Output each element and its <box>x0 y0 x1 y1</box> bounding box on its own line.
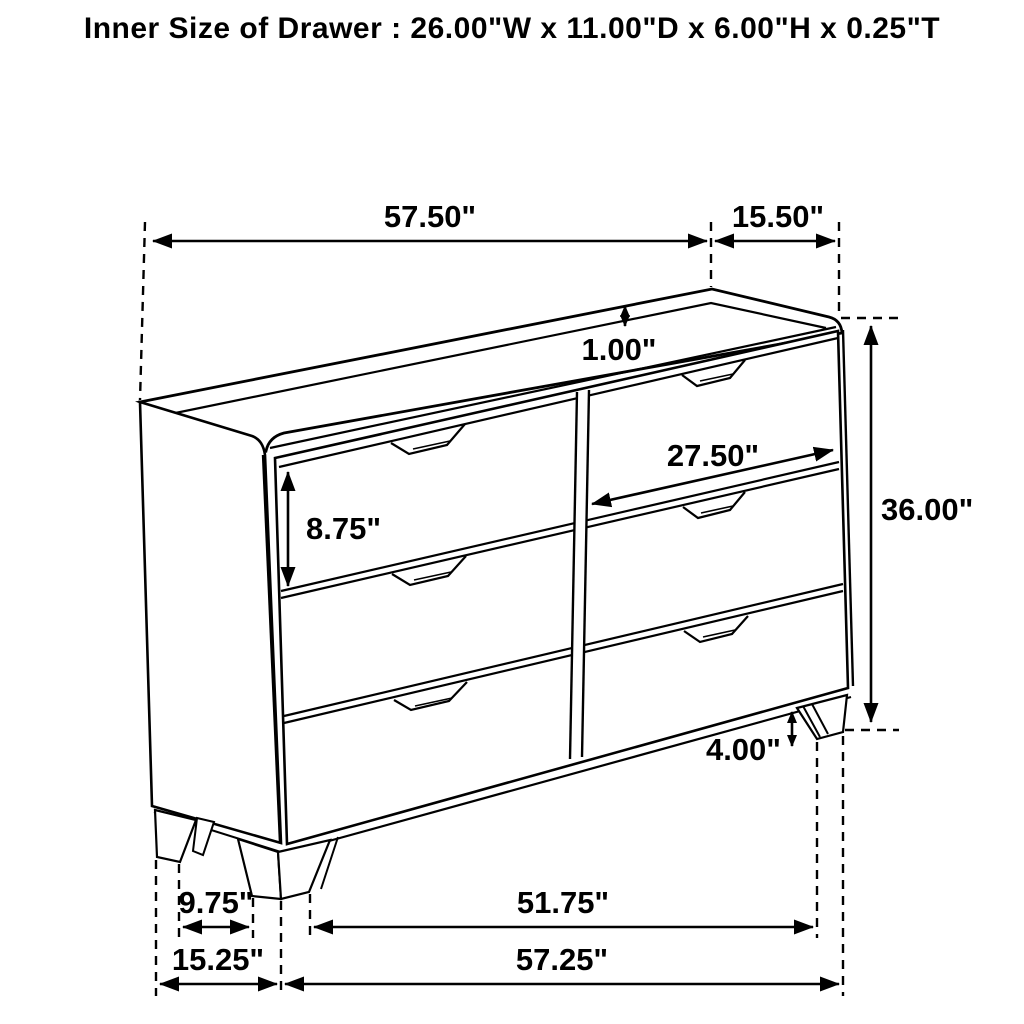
dim-label-side-footprint: 15.25" <box>171 942 265 977</box>
dim-label-leg-gap-side: 9.75" <box>178 885 254 920</box>
dim-label-front-leg-span: 51.75" <box>516 885 610 920</box>
front-left-leg-front <box>278 840 330 899</box>
dresser-drawing <box>140 289 853 899</box>
dim-label-top-edge-height: 1.00" <box>581 332 657 367</box>
side-panel <box>140 402 281 843</box>
dimension-bottom-width <box>285 942 839 984</box>
dim-label-drawer-width: 27.50" <box>666 438 760 473</box>
dim-label-drawer-height: 8.75" <box>306 511 382 546</box>
front-right-leg <box>797 695 847 739</box>
back-left-leg <box>155 810 196 862</box>
dim-label-top-width: 57.50" <box>383 199 477 234</box>
dimension-top-width <box>153 199 707 241</box>
back-left-leg-bracket <box>193 818 214 855</box>
page-title: Inner Size of Drawer : 26.00"W x 11.00"D x 6.00"H x 0.25"T <box>83 12 941 45</box>
dim-label-bottom-width: 57.25" <box>515 942 609 977</box>
dim-label-leg-height: 4.00" <box>705 732 781 767</box>
dimension-side-footprint <box>160 942 277 984</box>
dimension-leg-gap-side <box>178 885 253 927</box>
dimension-overall-height <box>871 326 973 722</box>
dimension-front-leg-span <box>314 885 813 927</box>
dim-label-top-depth: 15.50" <box>731 199 825 234</box>
dim-label-overall-height: 36.00" <box>881 492 974 527</box>
dimension-top-depth <box>715 199 835 241</box>
